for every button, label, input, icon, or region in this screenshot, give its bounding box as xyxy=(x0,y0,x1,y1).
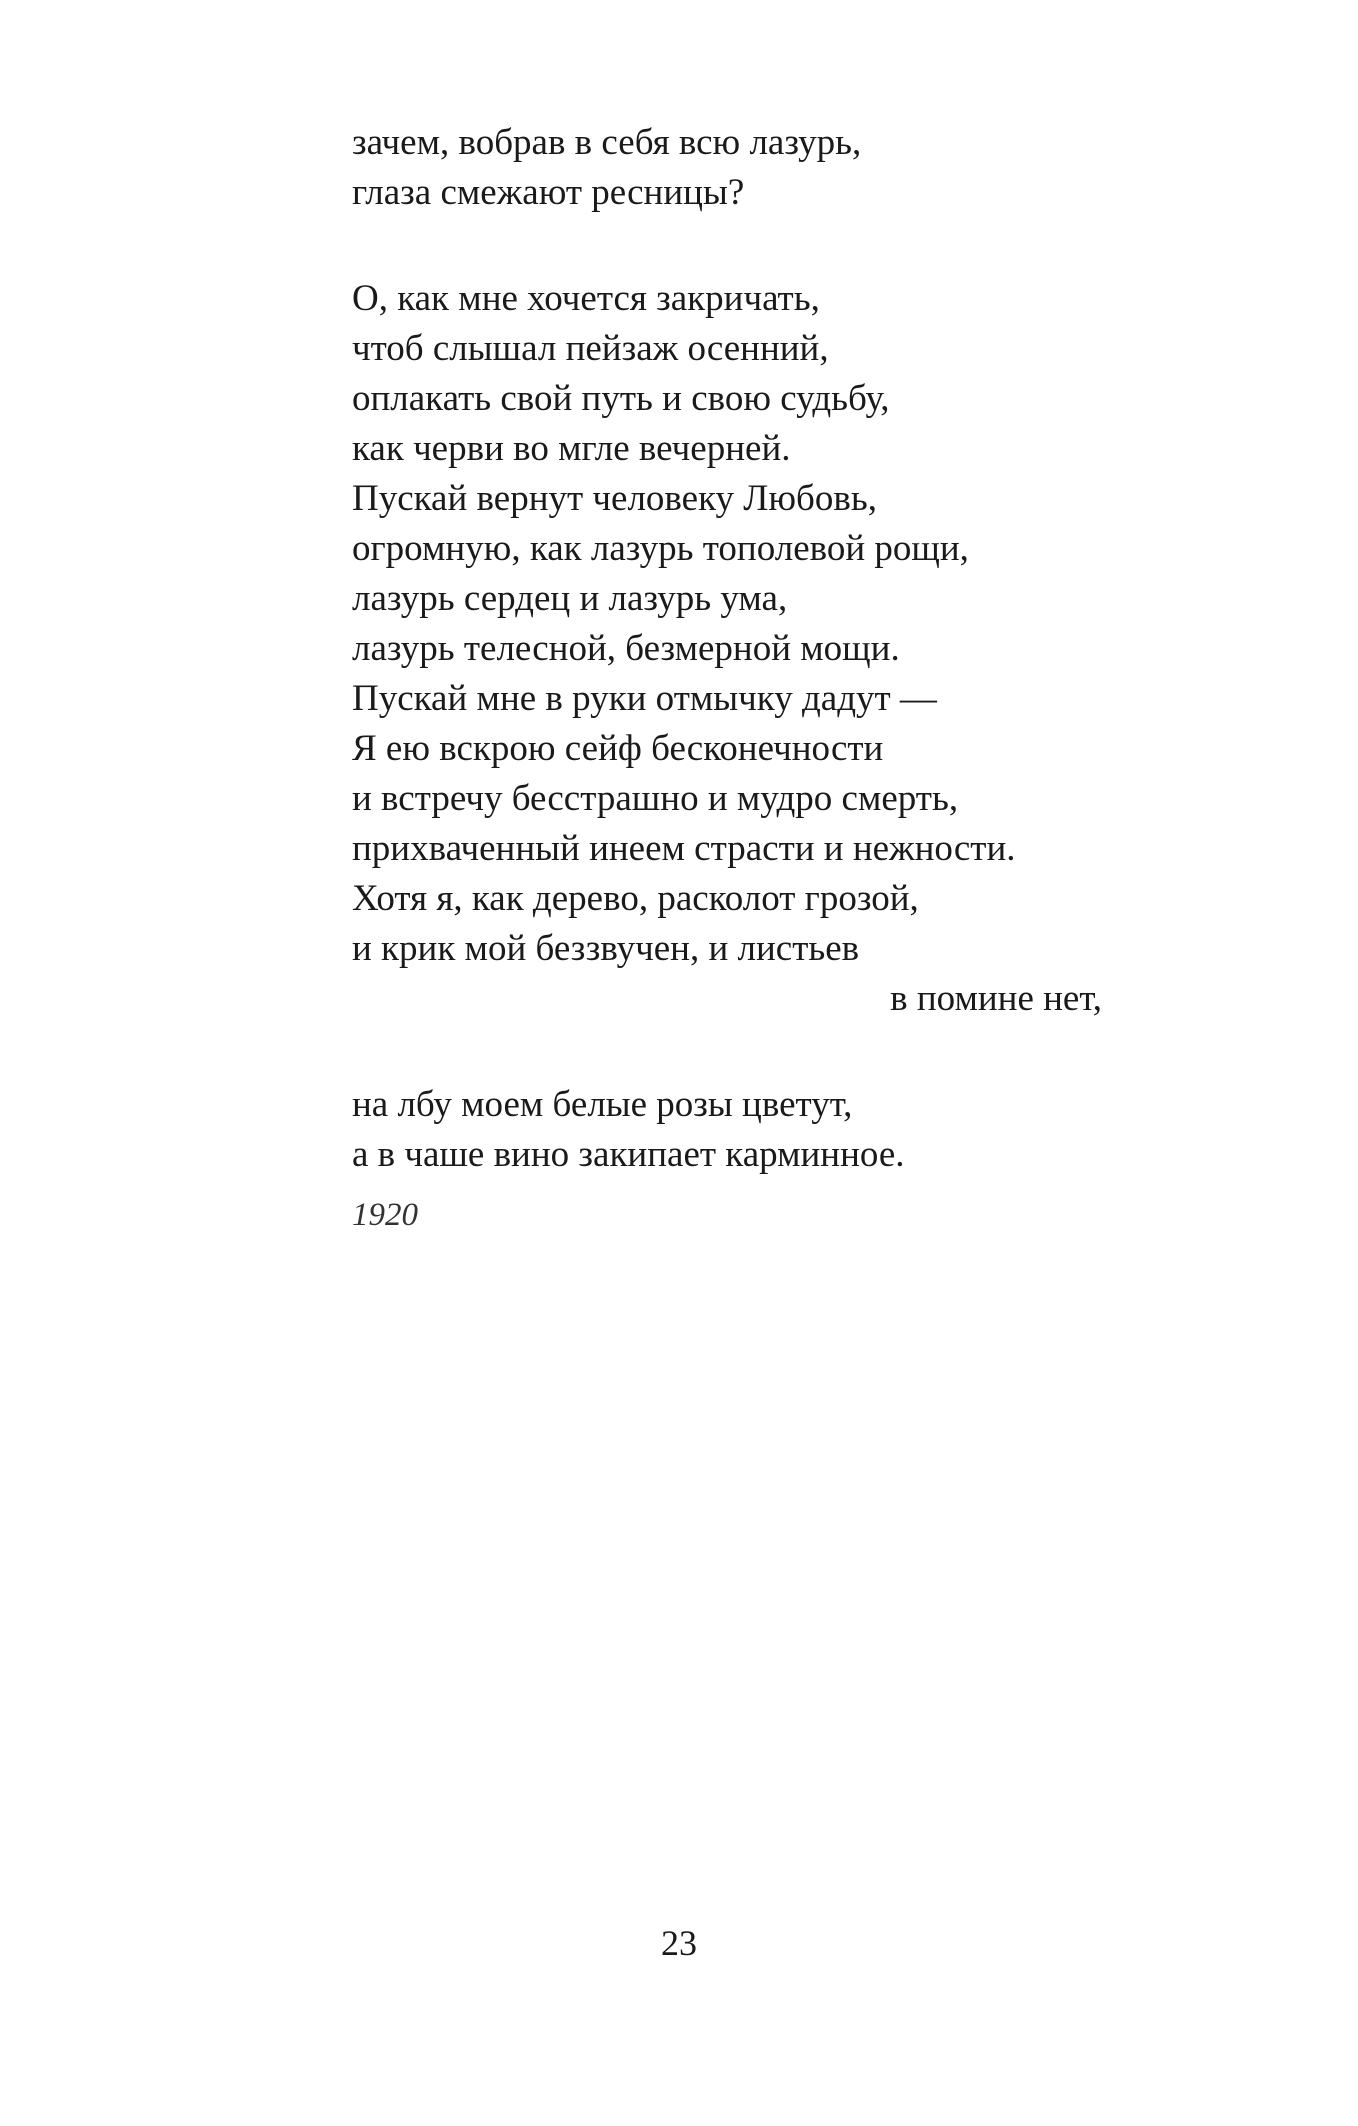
poem-line: прихваченный инеем страсти и нежности. xyxy=(352,828,1016,869)
poem-line-continuation: в помине нет, xyxy=(890,978,1102,1019)
poem-line: как черви во мгле вечерней. xyxy=(352,428,791,469)
poem-line: чтоб слышал пейзаж осенний, xyxy=(352,328,829,369)
poem-line: оплакать свой путь и свою судьбу, xyxy=(352,378,890,419)
poem-line: Пускай мне в руки отмычку дадут — xyxy=(352,678,937,719)
poem-line: зачем, вобрав в себя всю лазурь, xyxy=(352,122,862,163)
stanza-2 xyxy=(352,274,1152,1024)
poem-line: огромную, как лазурь тополевой рощи, xyxy=(352,528,969,569)
stanza-1 xyxy=(352,118,1152,218)
poem-line: лазурь сердец и лазурь ума, xyxy=(352,578,788,619)
poem-line: Я ею вскрою сейф бесконечности xyxy=(352,728,884,769)
poem-year: 1920 xyxy=(352,1197,418,1233)
poem-line: и крик мой беззвучен, и листьев xyxy=(352,928,860,969)
poem-line: глаза смежают ресницы? xyxy=(352,172,745,213)
poem-line: а в чаше вино закипает карминное. xyxy=(352,1134,905,1175)
stanza-break xyxy=(352,218,1152,274)
stanza-3 xyxy=(352,1080,1152,1180)
poem-line: Хотя я, как дерево, расколот грозой, xyxy=(352,878,919,919)
poem-line: и встречу бесстрашно и мудро смерть, xyxy=(352,778,959,819)
poem xyxy=(352,118,1152,1240)
stanza-break xyxy=(352,1024,1152,1080)
poem-line: лазурь телесной, безмерной мощи. xyxy=(352,628,900,669)
poem-line: О, как мне хочется закричать, xyxy=(352,278,820,319)
page-number: 23 xyxy=(661,1923,697,1963)
poem-line: на лбу моем белые розы цветут, xyxy=(352,1084,853,1125)
poem-line: Пускай вернут человеку Любовь, xyxy=(352,478,877,519)
